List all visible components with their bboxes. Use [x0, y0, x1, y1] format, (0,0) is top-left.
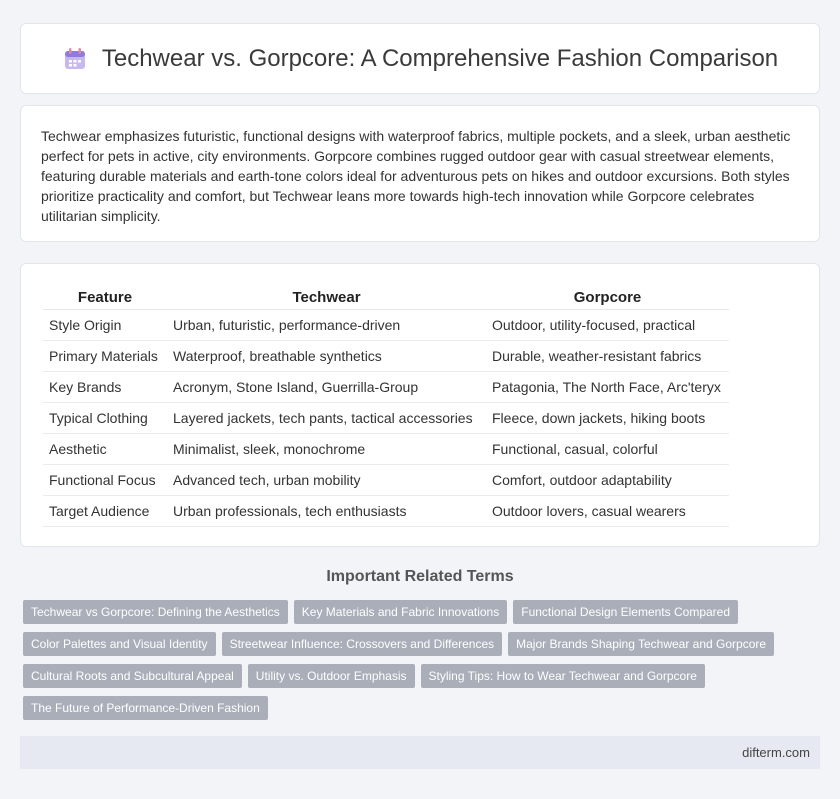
header-techwear: Techwear	[167, 285, 486, 310]
footer-site-link[interactable]: difterm.com	[742, 745, 810, 760]
gorpcore-cell: Outdoor, utility-focused, practical	[486, 310, 729, 341]
table-header-row	[43, 285, 729, 310]
table-row	[43, 496, 729, 527]
techwear-cell: Urban professionals, tech enthusiasts	[167, 496, 486, 527]
related-term-tag[interactable]: Functional Design Elements Compared	[513, 600, 738, 624]
footer	[20, 736, 820, 769]
related-term-tag[interactable]: Color Palettes and Visual Identity	[23, 632, 216, 656]
related-term-tag[interactable]: Utility vs. Outdoor Emphasis	[248, 664, 415, 688]
intro-text: Techwear emphasizes futuristic, functional designs with waterproof fabrics, multiple pockets, and a sleek, urban aesthetic perfect for pets in active, city environments. Gorpcore combines rugged outdoor gear with casual streetwear elements, featuring durable materials and earth-tone colors ideal for adventurous pets on hikes and outdoor excursions. Both styles prioritize practicality and comfort, but Techwear leans more towards high-tech innovation while Gorpcore celebrates utilitarian simplicity.	[41, 128, 791, 224]
gorpcore-cell: Functional, casual, colorful	[486, 434, 729, 465]
techwear-cell: Waterproof, breathable synthetics	[167, 341, 486, 372]
comparison-table	[43, 285, 729, 527]
feature-cell: Target Audience	[43, 496, 167, 527]
header-feature: Feature	[43, 285, 167, 310]
feature-cell: Style Origin	[43, 310, 167, 341]
related-terms-title: Important Related Terms	[326, 568, 514, 585]
feature-cell: Aesthetic	[43, 434, 167, 465]
techwear-cell: Minimalist, sleek, monochrome	[167, 434, 486, 465]
related-term-tag[interactable]: Styling Tips: How to Wear Techwear and Gorpcore	[421, 664, 705, 688]
gorpcore-cell: Comfort, outdoor adaptability	[486, 465, 729, 496]
gorpcore-cell: Patagonia, The North Face, Arc'teryx	[486, 372, 729, 403]
intro-card	[20, 105, 820, 242]
gorpcore-cell: Durable, weather-resistant fabrics	[486, 341, 729, 372]
page-title: Techwear vs. Gorpcore: A Comprehensive Fashion Comparison	[101, 44, 779, 72]
related-terms-list	[23, 600, 813, 720]
techwear-cell: Layered jackets, tech pants, tactical accessories	[167, 403, 486, 434]
related-term-tag[interactable]: Streetwear Influence: Crossovers and Differences	[222, 632, 503, 656]
gorpcore-cell: Fleece, down jackets, hiking boots	[486, 403, 729, 434]
header-gorpcore: Gorpcore	[486, 285, 729, 310]
techwear-cell: Urban, futuristic, performance-driven	[167, 310, 486, 341]
related-term-tag[interactable]: Cultural Roots and Subcultural Appeal	[23, 664, 242, 688]
related-term-tag[interactable]: Techwear vs Gorpcore: Defining the Aesthetics	[23, 600, 288, 624]
techwear-cell: Advanced tech, urban mobility	[167, 465, 486, 496]
gorpcore-cell: Outdoor lovers, casual wearers	[486, 496, 729, 527]
table-row	[43, 372, 729, 403]
table-row	[43, 310, 729, 341]
feature-cell: Key Brands	[43, 372, 167, 403]
table-row	[43, 434, 729, 465]
feature-cell: Primary Materials	[43, 341, 167, 372]
feature-cell: Typical Clothing	[43, 403, 167, 434]
comparison-card	[20, 263, 820, 547]
related-term-tag[interactable]: Key Materials and Fabric Innovations	[294, 600, 507, 624]
calendar-icon	[62, 46, 88, 72]
techwear-cell: Acronym, Stone Island, Guerrilla-Group	[167, 372, 486, 403]
related-term-tag[interactable]: Major Brands Shaping Techwear and Gorpcore	[508, 632, 774, 656]
table-row	[43, 341, 729, 372]
page-header	[20, 23, 820, 94]
related-term-tag[interactable]: The Future of Performance-Driven Fashion	[23, 696, 268, 720]
feature-cell: Functional Focus	[43, 465, 167, 496]
table-row	[43, 403, 729, 434]
table-row	[43, 465, 729, 496]
